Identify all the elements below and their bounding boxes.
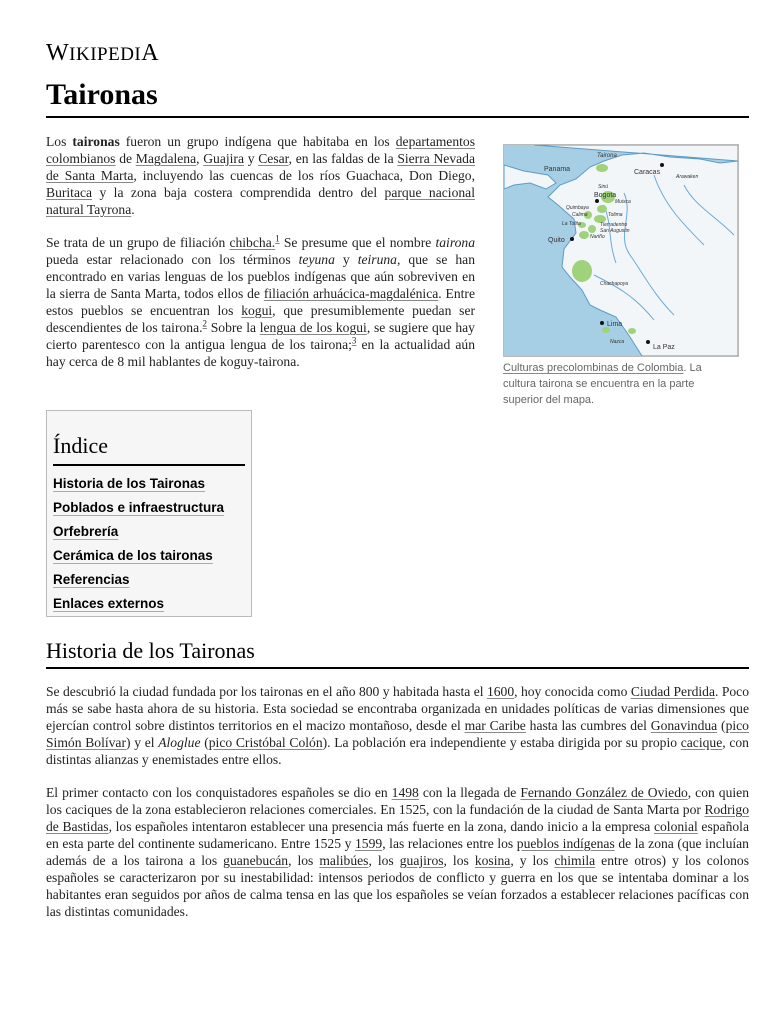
svg-text:Lima: Lima [607,321,623,328]
svg-text:Panama: Panama [544,166,571,173]
text-run: y [244,151,259,166]
toc-title: Índice [53,433,245,466]
svg-text:Bogota: Bogota [594,192,617,199]
inline-link[interactable]: kogui [241,303,273,318]
text-run: , en las faldas de la [288,151,398,166]
text-run: , los españoles intentaron establecer una presencia más fuerte en la zona, dando inicio a la empresa [108,819,654,834]
inline-link[interactable]: chimila [554,853,596,868]
text-run: pueda estar relacionado con los términos [46,252,299,267]
svg-text:Caracas: Caracas [634,169,661,176]
inline-link[interactable]: Gonavindua [650,718,718,733]
svg-text:Tierradentro: Tierradentro [600,222,628,228]
intro [46,133,475,386]
historia-paragraph-2 [46,784,749,920]
section-historia [46,683,749,936]
text-run: , los [443,853,475,868]
svg-text:La Tolita: La Tolita [562,221,581,227]
text-run: ( [200,735,209,750]
text-run: Se trata de un grupo de filiación [46,235,230,250]
text-run: fueron un grupo indígena que habitaba en los [119,134,396,149]
text-run: , los [368,853,400,868]
text-run: , se sugiere que hay cierto parentesco con la antigua lengua de los tairona; [46,320,475,352]
text-run: y la zona baja costera comprendida dentro del [92,185,385,200]
text-run: , los [288,853,320,868]
inline-link[interactable]: . [271,235,276,250]
inline-link[interactable]: pico Simón Bolívar [46,718,749,750]
toc-item-historia[interactable]: Historia de los Taironas [53,476,206,491]
toc-list [53,472,245,616]
text-run: , con distintas alianzas y enemistades entre ellos. [46,735,749,767]
toc-item-referencias[interactable]: Referencias [53,572,130,587]
text-run: . [131,202,135,217]
text-run: Se presume que el nombre [279,235,436,250]
inline-link[interactable]: cacique [680,735,723,750]
text-run: , que se han encontrado en varias lenguas de los pueblos indígenas que aún sobreviven en la sierra de Santa Marta, todos ellos de [46,252,475,301]
toc-item-ceramica[interactable]: Cerámica de los taironas [53,548,213,563]
inline-link[interactable]: guajiros [399,853,444,868]
toc-item-enlaces[interactable]: Enlaces externos [53,596,165,611]
inline-link[interactable]: parque nacional natural Tayrona [46,185,475,217]
inline-link[interactable]: Buritaca [46,185,93,200]
svg-text:Muisca: Muisca [615,199,631,205]
text-run: en la actualidad aún hay cerca de 8 mil hablantes de koguy-tairona. [46,337,475,369]
inline-link[interactable]: mar Caribe [464,718,526,733]
svg-text:San Augustin: San Augustin [600,228,630,234]
intro-paragraph-1 [46,133,475,218]
text-run: , incluyendo las cuencas de los ríos Guachaca, Don Diego, [133,168,475,183]
inline-link[interactable]: filiación arhuácica-magdalénica [263,286,439,301]
text-run: entre otros) y los colonos españoles se caracterizaron por su inestabilidad: intensos periodos de conflicto y guerra en los que se intentaba dominar a los habitantes eran seguidos por años de calma tensa en las que los españoles se veían forzados a establecer relaciones pacíficas con las distintas comunidades. [46,853,750,919]
svg-text:Calima: Calima [572,212,588,218]
svg-text:Sinú: Sinú [598,184,609,190]
inline-link[interactable]: Guajira [203,151,244,166]
text-run: con la llegada de [418,785,521,800]
inline-link[interactable]: malibúes [319,853,369,868]
text-run: . Poco más se sabe hasta ahora de su historia. Esta sociedad se encontraba organizada en unidades políticas de varias dimensiones que ejercían control sobre distintos territorios en el macizo montañoso, desde el [46,684,750,733]
text-run: , las relaciones entre los [382,836,517,851]
svg-text:Arawaken: Arawaken [676,174,699,180]
inline-link[interactable]: guanebucán [223,853,289,868]
map-figure [503,144,737,408]
inline-link[interactable]: Rodrigo de Bastidas [46,802,749,834]
inline-link[interactable]: Culturas precolombinas de [503,362,637,374]
inline-link[interactable]: Colombia [636,362,684,374]
wikipedia-wordmark[interactable]: WIKIPEDIA [46,40,160,66]
footnote-ref[interactable]: 3 [351,335,357,346]
text-run: , [196,151,204,166]
text-run: , hoy conocida como [514,684,631,699]
svg-text:Tairona: Tairona [597,153,617,159]
text-run: . Entre estos pueblos se encuentran los [46,286,475,318]
text-run: tairona [435,235,476,250]
text-run: Se descubrió la ciudad fundada por los taironas en el año 800 y habitada hasta el [46,684,487,699]
svg-text:Quito: Quito [548,237,565,244]
footnote-ref[interactable]: 2 [202,318,208,329]
inline-link[interactable]: chibcha [229,235,272,250]
text-run: española en esta parte del continente sudamericano. Entre 1525 y [46,819,749,851]
inline-link[interactable]: pueblos indígenas [516,836,615,851]
text-run: ( [717,718,726,733]
toc-item-poblados[interactable]: Poblados e infraestructura [53,500,225,515]
inline-link[interactable]: Fernando González de Oviedo [520,785,688,800]
text-run: de [115,151,136,166]
table-of-contents [46,410,252,617]
text-run: teyuna [298,252,335,267]
footnote-ref[interactable]: 1 [275,233,280,244]
inline-link[interactable]: 1498 [391,785,419,800]
text-run: taironas [72,134,120,149]
text-run: Aloglue [158,735,201,750]
svg-text:La Paz: La Paz [653,344,675,351]
text-run: hasta las cumbres del [525,718,651,733]
text-run: y [334,252,358,267]
section-heading-historia: Historia de los Taironas [46,638,749,669]
svg-text:Tolima: Tolima [608,212,623,218]
inline-link[interactable]: colonial [653,819,698,834]
page-title: Taironas [46,78,749,118]
text-run: El primer contacto con los conquistadores españoles se dio en [46,785,392,800]
inline-link[interactable]: lengua de los kogui [259,320,367,335]
text-run: Sobre la [207,320,260,335]
inline-link[interactable]: Sierra Nevada de Santa Marta [46,151,475,183]
historia-paragraph-1 [46,683,749,768]
text-run: de la zona (que incluían además de a los tairona a los [46,836,749,868]
inline-link[interactable]: 1600 [486,684,515,699]
inline-link[interactable]: pico Cristóbal Colón [208,735,323,750]
inline-link[interactable]: 1599 [355,836,383,851]
map-caption [503,360,737,408]
svg-text:Quimbaya: Quimbaya [566,205,589,211]
intro-paragraph-2 [46,234,475,370]
svg-text:Nazca: Nazca [610,339,625,345]
inline-link[interactable]: Cesar [258,151,289,166]
svg-text:Nariño: Nariño [590,234,605,240]
svg-text:Chachapoya: Chachapoya [600,281,629,287]
text-run: , con quien los caciques de la zona establecieron relaciones comerciales. En 1525, con la fundación de la ciudad de Santa Marta por [46,785,749,817]
inline-link[interactable]: departamentos colombianos [46,134,476,166]
precolumbian-cultures-map[interactable] [503,144,739,357]
text-run: Los [46,134,73,149]
inline-link[interactable]: Ciudad Perdida [630,684,716,699]
text-run: ) y el [125,735,159,750]
text-run: teiruna [357,252,397,267]
text-run: , que presumiblemente puedan ser descendientes de los tairona. [46,303,476,335]
text-run: , y los [510,853,555,868]
text-run: ). La población era independiente y estaba dirigida por su propio [322,735,681,750]
text-run: . La cultura tairona se encuentra en la parte superior del mapa. [503,362,702,406]
inline-link[interactable]: kosina [474,853,511,868]
inline-link[interactable]: Magdalena [135,151,197,166]
toc-item-orfebreria[interactable]: Orfebrería [53,524,119,539]
